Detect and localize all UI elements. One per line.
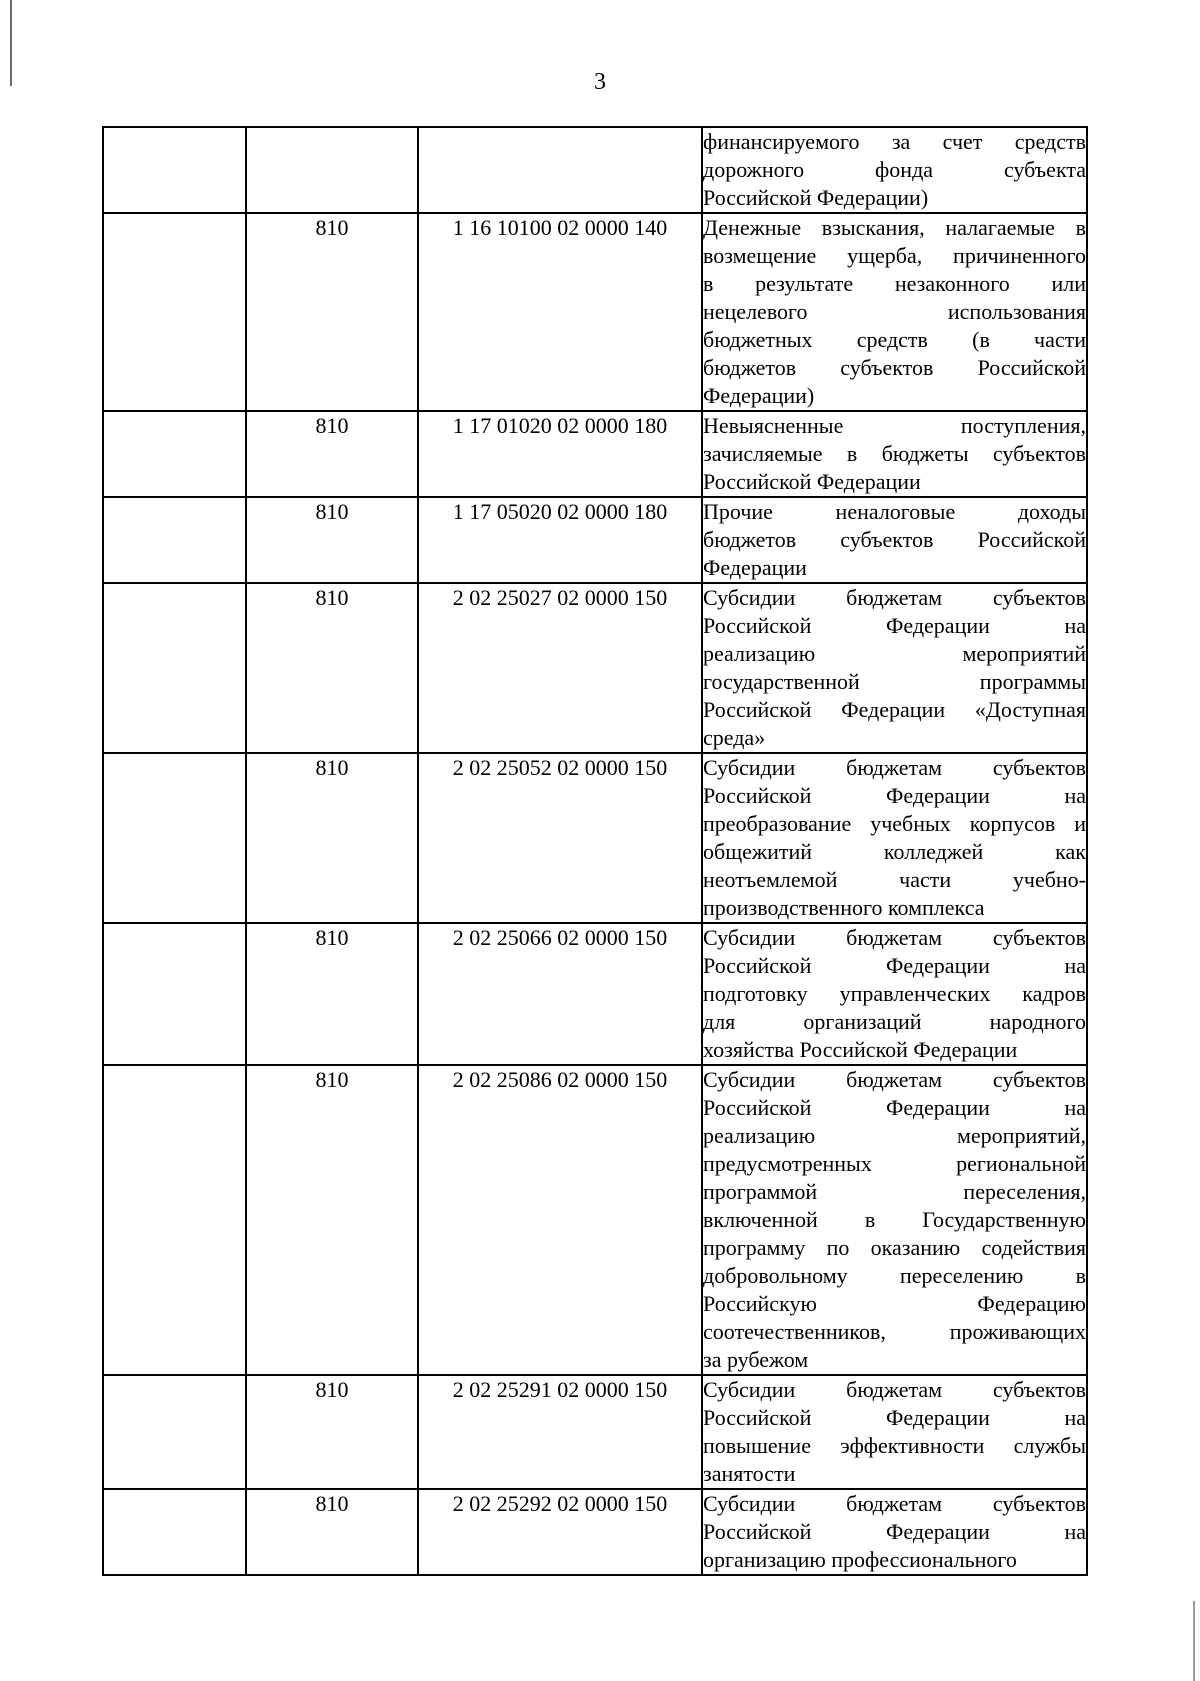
description-line: неотъемлемой части учебно- [703, 867, 1086, 892]
admin-code-cell [246, 127, 418, 213]
description-line: хозяйства Российской Федерации [703, 1037, 1018, 1062]
kbk-code-cell: 2 02 25066 02 0000 150 [418, 923, 702, 1065]
description-line: добровольному переселению в [703, 1263, 1086, 1288]
table-row [103, 127, 1087, 213]
description-line: Российской Федерации на [703, 953, 1086, 978]
empty-cell [103, 213, 246, 411]
description-cell [702, 127, 1087, 213]
table-row [103, 923, 1087, 1065]
description-line: дорожного фонда субъекта [703, 157, 1086, 182]
empty-cell [103, 1375, 246, 1489]
description-line: государственной программы [703, 669, 1086, 694]
description-line: бюджетов субъектов Российской [703, 355, 1086, 380]
description-cell [702, 753, 1087, 923]
description-line: Субсидии бюджетам субъектов [703, 1491, 1086, 1516]
description-line: предусмотренных региональной [703, 1151, 1086, 1176]
admin-code-cell: 810 [246, 753, 418, 923]
description-cell [702, 213, 1087, 411]
empty-cell [103, 1065, 246, 1375]
description-line: возмещение ущерба, причиненного [703, 243, 1086, 268]
admin-code-cell: 810 [246, 1065, 418, 1375]
description-cell [702, 1065, 1087, 1375]
kbk-code-cell: 2 02 25052 02 0000 150 [418, 753, 702, 923]
table-row [103, 1375, 1087, 1489]
description-line: Российской Федерации на [703, 1519, 1086, 1544]
description-line: финансируемого за счет средств [703, 129, 1086, 154]
kbk-code-cell: 1 17 05020 02 0000 180 [418, 497, 702, 583]
description-line: Субсидии бюджетам субъектов [703, 925, 1086, 950]
kbk-code-cell: 1 17 01020 02 0000 180 [418, 411, 702, 497]
kbk-code-cell: 1 16 10100 02 0000 140 [418, 213, 702, 411]
description-line: Российской Федерации на [703, 613, 1086, 638]
description-line: подготовку управленческих кадров [703, 981, 1086, 1006]
kbk-code-cell: 2 02 25027 02 0000 150 [418, 583, 702, 753]
page-number: 3 [594, 69, 606, 95]
description-line: Российской Федерации «Доступная [703, 697, 1086, 722]
scan-edge-mark [1193, 1601, 1195, 1681]
description-line: соотечественников, проживающих [703, 1319, 1086, 1344]
description-line: Субсидии бюджетам субъектов [703, 1067, 1086, 1092]
kbk-code-cell: 2 02 25086 02 0000 150 [418, 1065, 702, 1375]
admin-code-cell: 810 [246, 923, 418, 1065]
description-line: Российской Федерации) [703, 185, 929, 210]
description-cell [702, 411, 1087, 497]
description-line: включенной в Государственную [703, 1207, 1086, 1232]
description-line: Субсидии бюджетам субъектов [703, 1377, 1086, 1402]
admin-code-cell: 810 [246, 583, 418, 753]
empty-cell [103, 923, 246, 1065]
description-line: бюджетов субъектов Российской [703, 527, 1086, 552]
table-row [103, 1065, 1087, 1375]
description-line: Невыясненные поступления, [703, 413, 1086, 438]
description-line: общежитий колледжей как [703, 839, 1086, 864]
table-row [103, 583, 1087, 753]
description-line: Российской Федерации на [703, 783, 1086, 808]
table-row [103, 411, 1087, 497]
description-line: зачисляемые в бюджеты субъектов [703, 441, 1086, 466]
kbk-code-cell [418, 127, 702, 213]
description-line: производственного комплекса [703, 895, 985, 920]
description-line: за рубежом [703, 1347, 809, 1372]
table-row [103, 1489, 1087, 1575]
empty-cell [103, 497, 246, 583]
description-line: организацию профессионального [703, 1547, 1017, 1572]
description-line: Российской Федерации [703, 469, 921, 494]
description-cell [702, 583, 1087, 753]
admin-code-cell: 810 [246, 1489, 418, 1575]
description-line: программой переселения, [703, 1179, 1086, 1204]
description-line: Российскую Федерацию [703, 1291, 1086, 1316]
table-row [103, 497, 1087, 583]
table-row [103, 213, 1087, 411]
description-line: Субсидии бюджетам субъектов [703, 755, 1086, 780]
admin-code-cell: 810 [246, 497, 418, 583]
description-line: Федерации) [703, 383, 815, 408]
description-line: для организаций народного [703, 1009, 1086, 1034]
table-row [103, 753, 1087, 923]
description-line: занятости [703, 1461, 796, 1486]
kbk-code-cell: 2 02 25292 02 0000 150 [418, 1489, 702, 1575]
table-body [103, 127, 1087, 1575]
description-line: реализацию мероприятий [703, 641, 1086, 666]
admin-code-cell: 810 [246, 411, 418, 497]
description-cell [702, 1489, 1087, 1575]
description-line: среда» [703, 725, 766, 750]
description-line: нецелевого использования [703, 299, 1086, 324]
description-line: программу по оказанию содействия [703, 1235, 1086, 1260]
budget-codes-table [102, 126, 1088, 1576]
description-line: бюджетных средств (в части [703, 327, 1086, 352]
description-cell [702, 1375, 1087, 1489]
empty-cell [103, 411, 246, 497]
description-line: Российской Федерации на [703, 1405, 1086, 1430]
description-cell [702, 497, 1087, 583]
empty-cell [103, 127, 246, 213]
empty-cell [103, 753, 246, 923]
description-line: реализацию мероприятий, [703, 1123, 1086, 1148]
admin-code-cell: 810 [246, 1375, 418, 1489]
kbk-code-cell: 2 02 25291 02 0000 150 [418, 1375, 702, 1489]
empty-cell [103, 583, 246, 753]
description-line: Субсидии бюджетам субъектов [703, 585, 1086, 610]
description-line: Федерации [703, 555, 807, 580]
empty-cell [103, 1489, 246, 1575]
description-line: Прочие неналоговые доходы [703, 499, 1086, 524]
description-line: повышение эффективности службы [703, 1433, 1086, 1458]
admin-code-cell: 810 [246, 213, 418, 411]
description-line: Денежные взыскания, налагаемые в [703, 215, 1086, 240]
description-cell [702, 923, 1087, 1065]
description-line: в результате незаконного или [703, 271, 1086, 296]
description-line: Российской Федерации на [703, 1095, 1086, 1120]
description-line: преобразование учебных корпусов и [703, 811, 1086, 836]
